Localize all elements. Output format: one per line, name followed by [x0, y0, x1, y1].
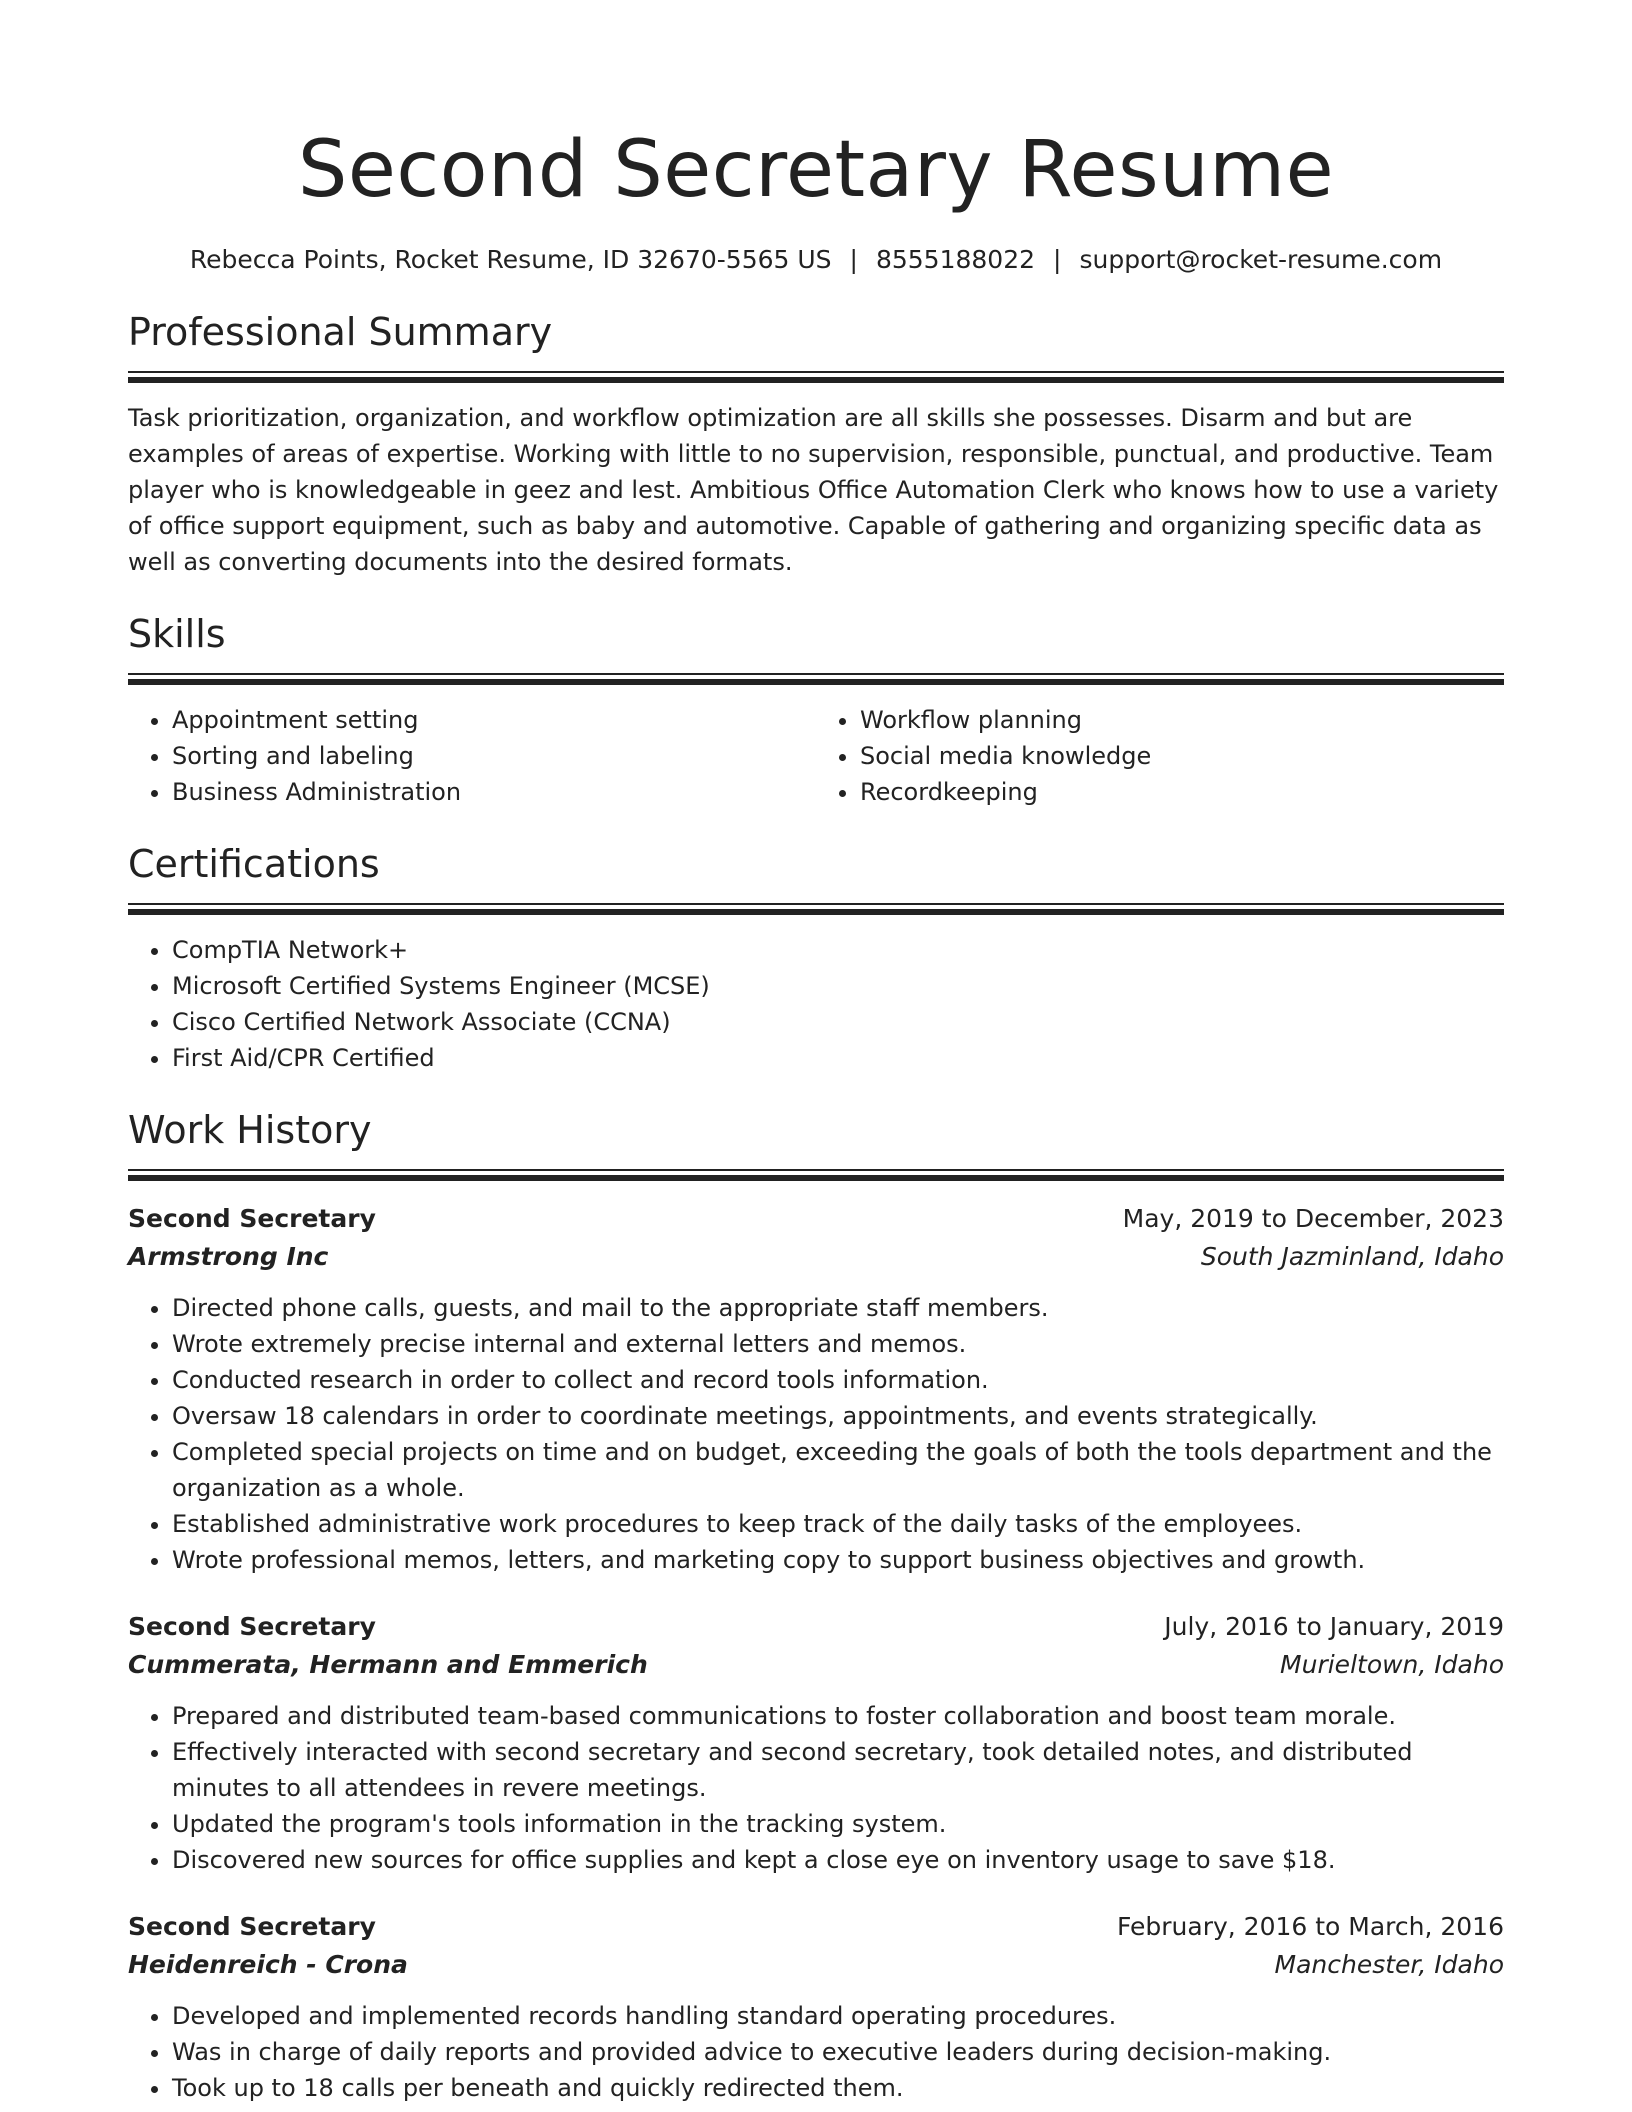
certification-item: • First Aid/CPR Certified: [172, 1040, 1504, 1076]
skills-list: [128, 702, 1504, 810]
job-company: Heidenreich - Crona: [128, 1950, 408, 1979]
job-dates: May, 2019 to December, 2023: [1122, 1204, 1504, 1233]
job-entry: [128, 1200, 1504, 1578]
job-company: Armstrong Inc: [128, 1242, 329, 1271]
summary-section-header: [128, 308, 1504, 384]
section-divider: [128, 371, 1504, 384]
contact-line: [128, 242, 1504, 278]
skill-item: • Business Administration: [172, 774, 816, 810]
skill-item: • Sorting and labeling: [172, 738, 816, 774]
certification-item: • Microsoft Certified Systems Engineer (MCSE): [172, 968, 1504, 1004]
work-history-heading: Work History: [128, 1108, 372, 1152]
job-bullets: [128, 1698, 1504, 1878]
job-bullets: [128, 1998, 1504, 2106]
job-entry: [128, 1608, 1504, 1878]
section-divider: [128, 903, 1504, 916]
work-history-section-header: [128, 1106, 1504, 1182]
skills-column-right: [816, 702, 1504, 810]
job-bullet: • Took up to 18 calls per beneath and quickly redirected them.: [172, 2070, 1504, 2106]
job-bullet: • Wrote professional memos, letters, and marketing copy to support business objectives and growth.: [172, 1542, 1504, 1578]
job-bullet: • Established administrative work procedures to keep track of the daily tasks of the employees.: [172, 1506, 1504, 1542]
job-bullet: • Oversaw 18 calendars in order to coordinate meetings, appointments, and events strategically.: [172, 1398, 1504, 1434]
job-bullet: • Prepared and distributed team-based communications to foster collaboration and boost team morale.: [172, 1698, 1504, 1734]
job-title: Second Secretary: [128, 1204, 376, 1233]
skills-heading: Skills: [128, 612, 226, 656]
job-bullet: • Updated the program's tools information in the tracking system.: [172, 1806, 1504, 1842]
certification-item: • CompTIA Network+: [172, 932, 1504, 968]
job-bullets: [128, 1290, 1504, 1578]
skills-column-left: [128, 702, 816, 810]
skill-item: • Social media knowledge: [860, 738, 1504, 774]
job-bullet: • Discovered new sources for office supplies and kept a close eye on inventory usage to save $18.: [172, 1842, 1504, 1878]
section-divider: [128, 673, 1504, 686]
resume-title: Second Secretary Resume: [297, 125, 1335, 215]
job-dates: July, 2016 to January, 2019: [1164, 1612, 1504, 1641]
contact-address: Rebecca Points, Rocket Resume, ID 32670-5565 US: [189, 245, 832, 274]
job-location: Manchester, Idaho: [1274, 1950, 1504, 1979]
skill-item: • Appointment setting: [172, 702, 816, 738]
summary-text: Task prioritization, organization, and workflow optimization are all skills she possesses. Disarm and but are examples of areas of expertise. Working with little to no supervision, responsible, punctual, and productive. Team player who is knowledgeable in geez and lest. Ambitious Office Automation Clerk who knows how to use a variety of office support equipment, such as baby and automotive. Capable of gathering and organizing specific data as well as converting documents into the desired formats.: [128, 404, 1499, 576]
contact-email: support@rocket-resume.com: [1079, 245, 1443, 274]
job-bullet: • Was in charge of daily reports and provided advice to executive leaders during decision-making.: [172, 2034, 1504, 2070]
job-bullet: • Completed special projects on time and on budget, exceeding the goals of both the tools department and the organization as a whole.: [172, 1434, 1504, 1506]
job-bullet: • Conducted research in order to collect and record tools information.: [172, 1362, 1504, 1398]
contact-separator: |: [849, 245, 858, 274]
summary-heading: Professional Summary: [128, 310, 553, 354]
job-entry: [128, 1908, 1504, 2106]
job-bullet: • Developed and implemented records handling standard operating procedures.: [172, 1998, 1504, 2034]
job-bullet: • Directed phone calls, guests, and mail to the appropriate staff members.: [172, 1290, 1504, 1326]
section-divider: [128, 1169, 1504, 1182]
job-title: Second Secretary: [128, 1612, 376, 1641]
job-location: South Jazminland, Idaho: [1200, 1242, 1504, 1271]
skill-item: • Workflow planning: [860, 702, 1504, 738]
skills-section-header: [128, 610, 1504, 686]
certification-item: • Cisco Certified Network Associate (CCNA): [172, 1004, 1504, 1040]
job-dates: February, 2016 to March, 2016: [1116, 1912, 1504, 1941]
job-location: Murieltown, Idaho: [1280, 1650, 1504, 1679]
contact-phone: 8555188022: [875, 245, 1036, 274]
job-bullet: • Wrote extremely precise internal and external letters and memos.: [172, 1326, 1504, 1362]
job-company: Cummerata, Hermann and Emmerich: [128, 1650, 648, 1679]
certifications-list: [128, 932, 1504, 1076]
job-title: Second Secretary: [128, 1912, 376, 1941]
contact-separator: |: [1053, 245, 1062, 274]
job-bullet: • Effectively interacted with second secretary and second secretary, took detailed notes, and distributed minutes to all attendees in revere meetings.: [172, 1734, 1504, 1806]
certifications-section-header: [128, 840, 1504, 916]
skill-item: • Recordkeeping: [860, 774, 1504, 810]
certifications-heading: Certifications: [128, 842, 380, 886]
